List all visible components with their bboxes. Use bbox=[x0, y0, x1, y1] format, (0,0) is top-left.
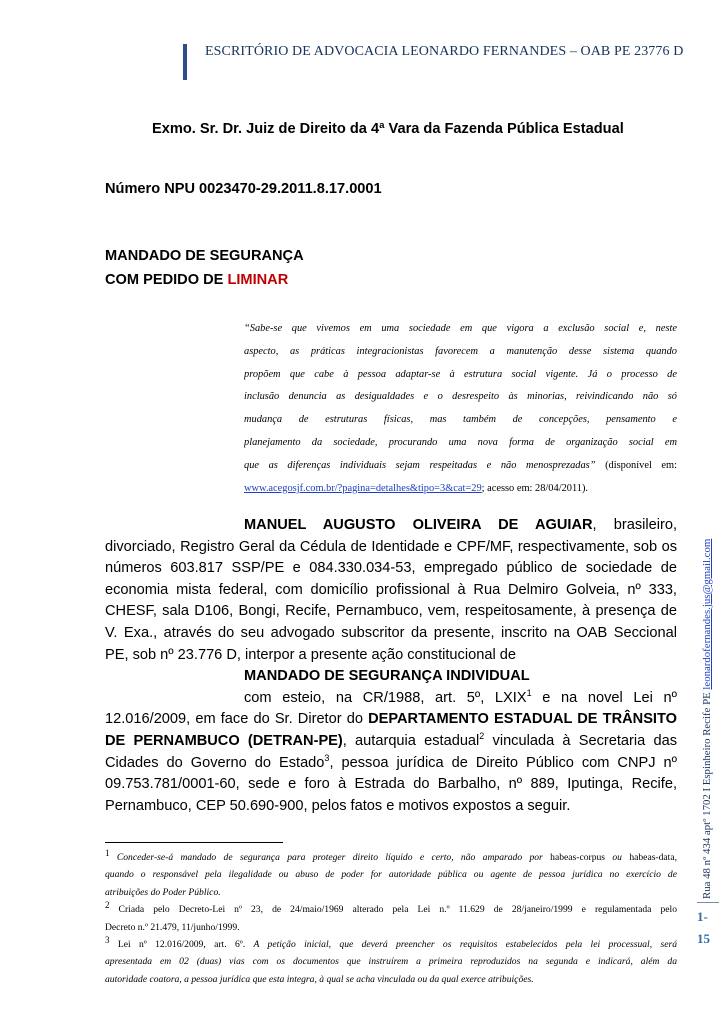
footnote-2-line: Decreto n.º 21.479, 11/junho/1999. bbox=[105, 921, 240, 933]
epigraph-source-line bbox=[244, 478, 677, 501]
sidebar-contact-text bbox=[697, 413, 717, 899]
body-line: números 603.817 SSP/PE e 084.330.034-53, empregado público de sociedade de bbox=[105, 560, 677, 577]
footnote-text: autoridade coatora, a pessoa jurídica que esta integra, à qual se acha vinculada ou da qual exerce atribuições. bbox=[105, 973, 534, 985]
epigraph-line: propõem que cabe à pessoa adaptar-se à estrutura social vigente. Já o processo de bbox=[244, 368, 677, 380]
footnote-text: ou bbox=[605, 852, 630, 863]
footnote-3-line bbox=[105, 936, 677, 953]
body-line: CHESF, sala D106, Bongi, Recife, Pernambuco, vem, respeitosamente, à presença de bbox=[105, 603, 677, 620]
page-number-total: 15 bbox=[697, 931, 710, 946]
body-line bbox=[105, 731, 677, 753]
page-number-current: 1- bbox=[697, 909, 708, 924]
footnotes bbox=[105, 849, 677, 988]
body-text: vinculada à Secretaria das bbox=[484, 732, 677, 749]
title-prefix: COM PEDIDO DE bbox=[105, 272, 228, 288]
body-line: Pernambuco, CEP 50.690-900, pelos fatos e motivos expostos a seguir. bbox=[105, 797, 571, 814]
addressee-line: Exmo. Sr. Dr. Juiz de Direito da 4ª Vara da Fazenda Pública Estadual bbox=[152, 121, 624, 137]
body-line bbox=[105, 515, 677, 537]
body-text: com esteio, na CR/1988, art. 5º, LXIX bbox=[244, 689, 527, 706]
footnote-2-line bbox=[105, 901, 677, 918]
letterhead-title: ESCRITÓRIO DE ADVOCACIA LEONARDO FERNANDES – OAB PE 23776 D bbox=[205, 44, 684, 59]
footnote-1-line bbox=[105, 884, 677, 901]
respondent-name-cont: DE PERNAMBUCO (DETRAN-PE) bbox=[105, 732, 343, 749]
body-text: , pessoa jurídica de Direito Público com CNPJ nº bbox=[329, 754, 677, 771]
body-line bbox=[105, 753, 677, 775]
body-line: PE, sob nº 23.776 D, interpor a presente ação constitucional de bbox=[105, 646, 516, 663]
body-text: , brasileiro, bbox=[592, 517, 677, 533]
epigraph-line-text: que as diferenças individuais sejam respeitadas e não menosprezadas” bbox=[244, 459, 596, 471]
body-line: economia mista federal, com domicílio profissional à Rua Delmiro Golveia, nº 333, bbox=[105, 581, 677, 598]
title-liminar-highlight: LIMINAR bbox=[227, 272, 289, 288]
epigraph-line: planejamento da sociedade, procurando uma nova forma de organização social em bbox=[244, 436, 677, 448]
page-number bbox=[697, 906, 710, 950]
body-line bbox=[105, 709, 677, 731]
qualification-paragraph bbox=[105, 515, 677, 817]
footnote-ref-3[interactable]: 3 bbox=[324, 752, 330, 763]
footnote-text: , bbox=[674, 852, 677, 863]
body-line: 09.753.781/0001-60, sede e foro à Estrada do Barbalho, nº 889, Iputinga, Recife, bbox=[105, 776, 677, 793]
body-line bbox=[105, 688, 677, 710]
footnote-number: 3 bbox=[105, 935, 110, 945]
respondent-name: DEPARTAMENTO ESTADUAL DE TRÂNSITO bbox=[368, 711, 677, 728]
footnote-text: Lei nº 12.016/2009, art. 6º. bbox=[109, 938, 254, 950]
body-line: divorciado, Registro Geral da Cédula de Identidade e CPF/MF, respectivamente, sob os bbox=[105, 538, 677, 555]
footnote-1-line bbox=[105, 866, 677, 883]
sidebar-contact bbox=[697, 413, 717, 899]
epigraph-source-link[interactable]: www.acegosjf.com.br/?pagina=detalhes&tipo=3&cat=29 bbox=[244, 482, 482, 494]
footnote-text: A petição inicial, que deverá preencher os requisitos estabelecidos pela lei processual, será bbox=[253, 938, 677, 950]
footnote-text: atribuições do Poder Público. bbox=[105, 886, 221, 898]
body-text: e na novel Lei nº bbox=[531, 689, 677, 706]
document-title-line1: MANDADO DE SEGURANÇA bbox=[105, 248, 304, 264]
epigraph-line bbox=[244, 455, 677, 478]
footnote-3-line bbox=[105, 953, 677, 970]
footnote-text: Conceder-se-á mandado de segurança para proteger direito líquido e certo, não amparado por bbox=[109, 852, 551, 863]
footnote-text: habeas-corpus bbox=[550, 852, 606, 863]
epigraph-line: inclusão denuncia as desigualdades e o desrespeito às minorias, reivindicando não só bbox=[244, 391, 677, 403]
epigraph-source-prefix: (disponível em: bbox=[595, 459, 677, 471]
epigraph-line: mudança de estruturas físicas, mas também de concepções, pensamento e bbox=[244, 414, 677, 426]
body-text: 12.016/2009, em face do Sr. Diretor do bbox=[105, 711, 369, 728]
body-text: Cidades do Governo do Estado bbox=[105, 754, 325, 771]
epigraph-line: aspecto, as práticas integracionistas favorecem a manutenção desse sistema quando bbox=[244, 345, 677, 357]
epigraph-quote bbox=[244, 318, 677, 500]
case-number: Número NPU 0023470-29.2011.8.17.0001 bbox=[105, 181, 382, 197]
footnote-text: Criada pelo Decreto-Lei nº 23, de 24/maio/1969 alterado pela Lei n.º 11.629 de 28/janeiro/1999 e regulamentada pelo bbox=[109, 904, 677, 916]
office-email-link[interactable]: leonardofernandes.jus@gmail.com bbox=[701, 538, 713, 690]
body-text: , autarquia estadual bbox=[342, 732, 480, 749]
office-address: Rua 48 nº 434 aptº 1702 I Espinheiro Recife PE bbox=[701, 689, 713, 899]
page-number-separator bbox=[697, 902, 719, 903]
footnote-ref-1[interactable]: 1 bbox=[526, 687, 532, 698]
header-accent-bar bbox=[183, 44, 187, 80]
footnote-separator bbox=[105, 842, 283, 843]
action-title: MANDADO DE SEGURANÇA INDIVIDUAL bbox=[244, 668, 530, 685]
document-title-line2 bbox=[105, 272, 288, 288]
footnote-text: quando o responsável pela ilegalidade ou abuso de poder for autoridade pública ou agente de pessoa jurídica no exercício de bbox=[105, 869, 677, 881]
footnote-number: 1 bbox=[105, 849, 110, 858]
footnote-text: apresentada em 02 (duas) vias com os documentos que instruírem a primeira reproduzidos na segunda e indicará, além da bbox=[105, 956, 677, 968]
footnote-text: habeas-data bbox=[629, 852, 675, 863]
footnote-3-line bbox=[105, 971, 677, 988]
action-title-line bbox=[105, 666, 677, 688]
footnote-number: 2 bbox=[105, 901, 110, 910]
epigraph-line: “Sabe-se que vivemos em uma sociedade em que vigora a exclusão social e, neste bbox=[244, 323, 677, 334]
footnote-ref-2[interactable]: 2 bbox=[479, 731, 485, 742]
footnote-1-line bbox=[105, 849, 677, 866]
body-line: V. Exa., através do seu advogado subscritor da presente, inscrito na OAB Seccional bbox=[105, 624, 677, 641]
epigraph-access-date: ; acesso em: 28/04/2011). bbox=[481, 482, 589, 494]
party-name: MANUEL AUGUSTO OLIVEIRA DE AGUIAR bbox=[244, 517, 593, 533]
